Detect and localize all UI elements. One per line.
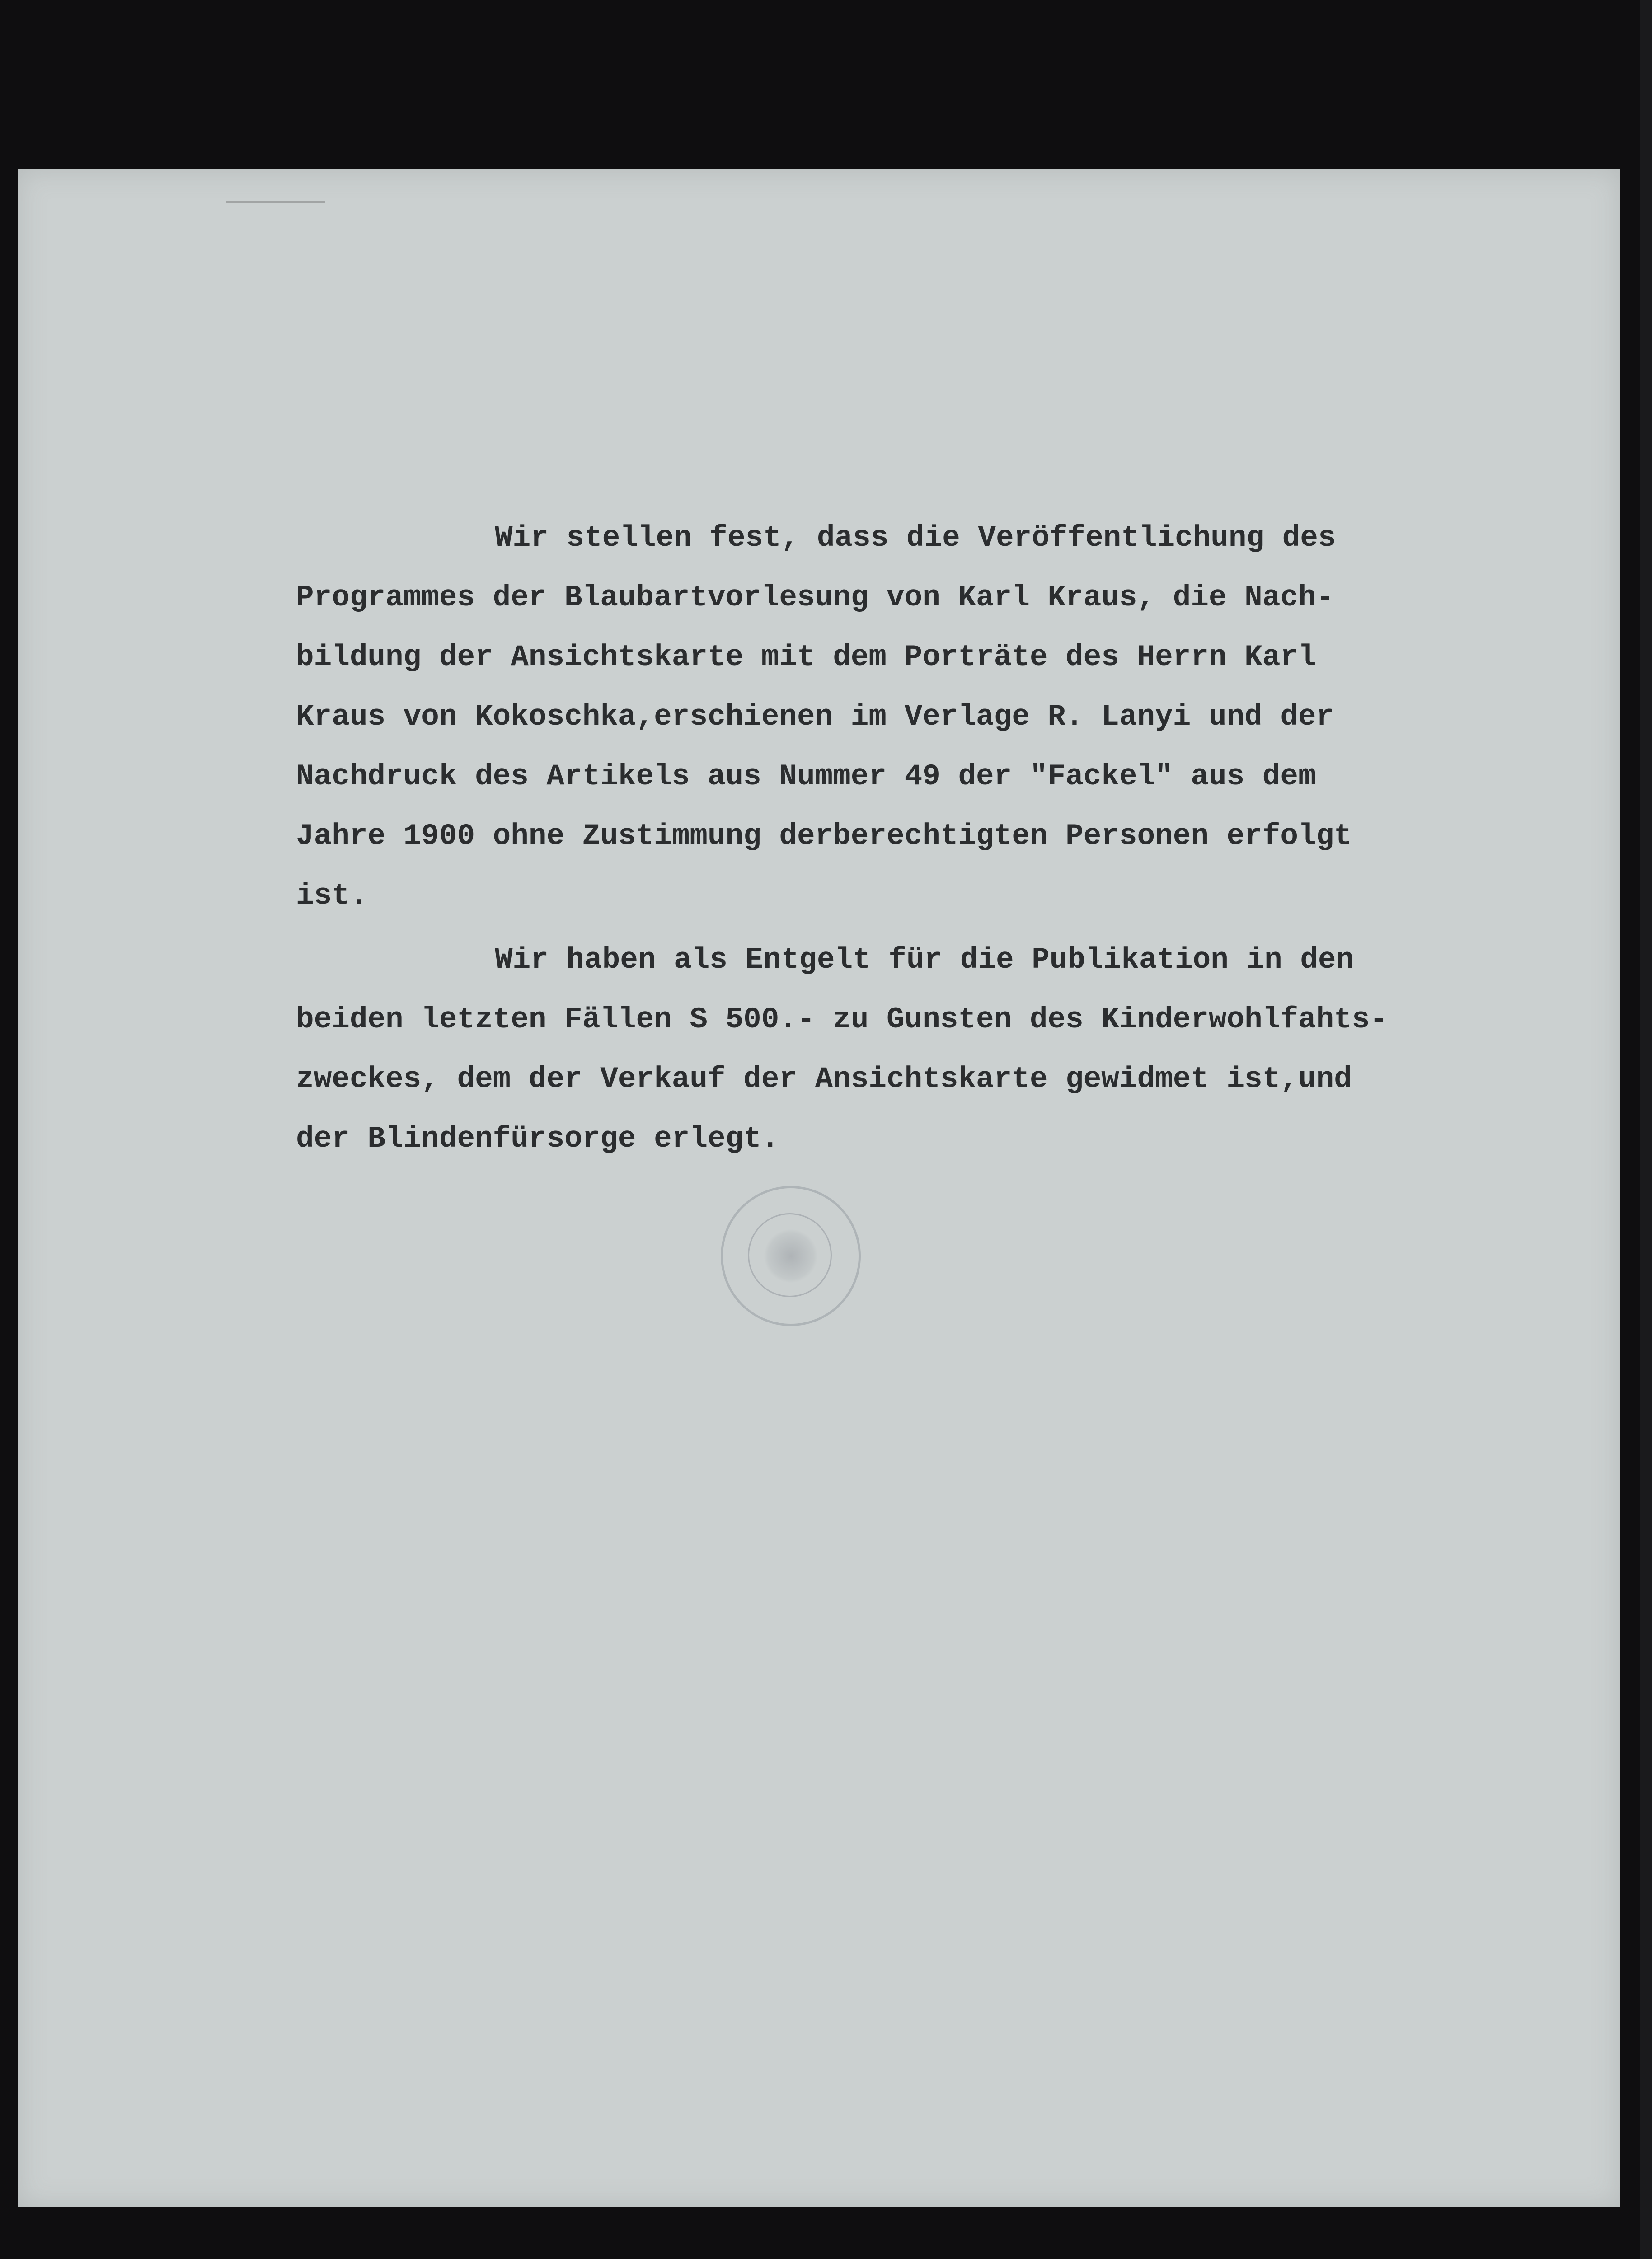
text-line: Wir stellen fest, dass die Veröffentlichung des <box>495 521 1336 555</box>
text-line: bildung der Ansichtskarte mit dem Porträte des Herrn Karl <box>296 640 1316 674</box>
text-line: zweckes, dem der Verkauf der Ansichtskarte gewidmet ist,und <box>296 1062 1352 1096</box>
text-line: ist. <box>296 879 368 913</box>
archive-stamp-seal <box>764 1229 818 1283</box>
paragraph-1 <box>296 508 1417 926</box>
paragraph-2 <box>296 930 1417 1169</box>
typewritten-page <box>18 169 1620 2207</box>
text-line: Kraus von Kokoschka,erschienen im Verlage R. Lanyi und der <box>296 700 1334 734</box>
text-line: Programmes der Blaubartvorlesung von Karl Kraus, die Nach- <box>296 581 1334 614</box>
text-line: Wir haben als Entgelt für die Publikation in den <box>495 943 1354 977</box>
text-line: Jahre 1900 ohne Zustimmung derberechtigten Personen erfolgt <box>296 819 1352 853</box>
scan-backdrop <box>1640 0 1652 2259</box>
archive-stamp <box>721 1186 861 1326</box>
document-body <box>296 508 1417 1169</box>
paper-edge-mark <box>226 201 325 203</box>
text-line: Nachdruck des Artikels aus Nummer 49 der "Fackel" aus dem <box>296 759 1316 793</box>
text-line: beiden letzten Fällen S 500.- zu Gunsten des Kinderwohlfahts- <box>296 1003 1388 1036</box>
text-line: der Blindenfürsorge erlegt. <box>296 1122 779 1156</box>
paragraph-gap <box>296 926 1417 930</box>
